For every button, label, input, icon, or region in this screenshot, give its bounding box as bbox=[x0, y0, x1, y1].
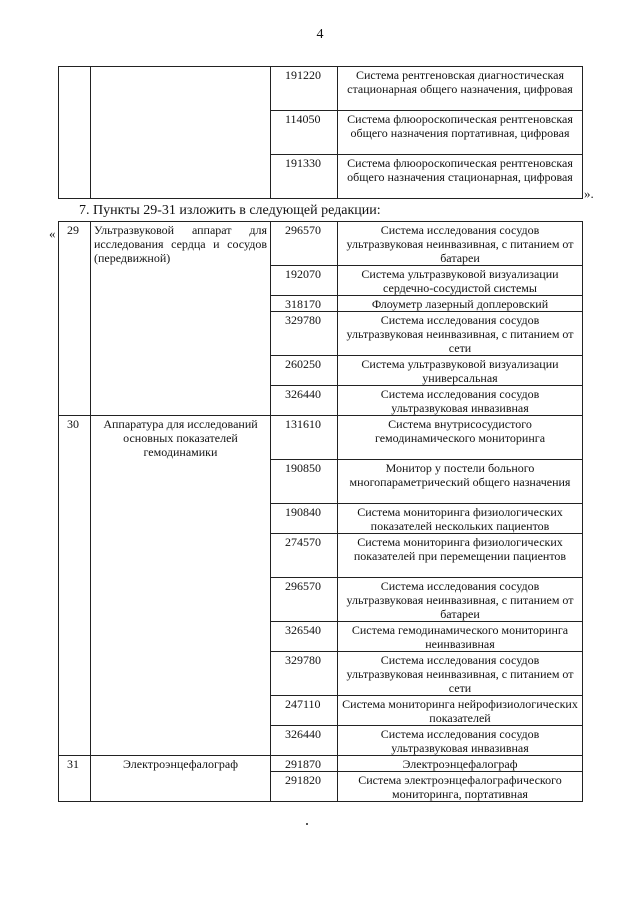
code-cell: 291820 bbox=[271, 772, 338, 802]
table-row bbox=[59, 416, 583, 460]
code-cell: 326540 bbox=[271, 622, 338, 652]
page-number: 4 bbox=[316, 27, 324, 42]
num-cell bbox=[59, 67, 91, 199]
desc-cell: Электроэнцефалограф bbox=[338, 756, 583, 772]
item-number: 29 bbox=[59, 222, 91, 416]
code-cell: 114050 bbox=[271, 111, 338, 155]
name-cell bbox=[91, 67, 271, 199]
desc-cell: Система флюороскопическая рентгеновская общего назначения стационарная, цифровая bbox=[338, 155, 583, 199]
desc-cell: Флоуметр лазерный доплеровский bbox=[338, 296, 583, 312]
code-cell: 329780 bbox=[271, 652, 338, 696]
code-cell: 131610 bbox=[271, 416, 338, 460]
desc-cell: Система исследования сосудов ультразвуковая неинвазивная, с питанием от сети bbox=[338, 652, 583, 696]
item-number: 30 bbox=[59, 416, 91, 756]
desc-cell: Система ультразвуковой визуализации сердечно-сосудистой системы bbox=[338, 266, 583, 296]
code-cell: 318170 bbox=[271, 296, 338, 312]
code-cell: 296570 bbox=[271, 578, 338, 622]
code-cell: 326440 bbox=[271, 386, 338, 416]
equipment-table bbox=[58, 221, 583, 802]
desc-cell: Система исследования сосудов ультразвуковая инвазивная bbox=[338, 726, 583, 756]
code-cell: 190840 bbox=[271, 504, 338, 534]
code-cell: 191220 bbox=[271, 67, 338, 111]
code-cell: 190850 bbox=[271, 460, 338, 504]
desc-cell: Система внутрисосудистого гемодинамического мониторинга bbox=[338, 416, 583, 460]
section-heading: 7. Пункты 29-31 изложить в следующей редакции: bbox=[79, 203, 381, 218]
code-cell: 291870 bbox=[271, 756, 338, 772]
code-cell: 326440 bbox=[271, 726, 338, 756]
equipment-table-continued bbox=[58, 66, 583, 199]
desc-cell: Система исследования сосудов ультразвуковая неинвазивная, с питанием от батареи bbox=[338, 578, 583, 622]
desc-cell: Система рентгеновская диагностическая стационарная общего назначения, цифровая bbox=[338, 67, 583, 111]
desc-cell: Монитор у постели больного многопараметрический общего назначения bbox=[338, 460, 583, 504]
table-row bbox=[59, 756, 583, 772]
code-cell: 260250 bbox=[271, 356, 338, 386]
code-cell: 247110 bbox=[271, 696, 338, 726]
item-name: Аппаратура для исследований основных показателей гемодинамики bbox=[91, 416, 271, 756]
item-name: Электроэнцефалограф bbox=[91, 756, 271, 802]
desc-cell: Система гемодинамического мониторинга неинвазивная bbox=[338, 622, 583, 652]
desc-cell: Система ультразвуковой визуализации универсальная bbox=[338, 356, 583, 386]
code-cell: 329780 bbox=[271, 312, 338, 356]
code-cell: 191330 bbox=[271, 155, 338, 199]
table-row bbox=[59, 222, 583, 266]
desc-cell: Система мониторинга физиологических показателей нескольких пациентов bbox=[338, 504, 583, 534]
opening-quote: « bbox=[49, 226, 56, 241]
closing-quote: ». bbox=[584, 186, 594, 201]
desc-cell: Система флюороскопическая рентгеновская общего назначения портативная, цифровая bbox=[338, 111, 583, 155]
table-row bbox=[59, 67, 583, 111]
item-name: Ультразвуковой аппарат для исследования сердца и сосудов (передвижной) bbox=[91, 222, 271, 416]
code-cell: 296570 bbox=[271, 222, 338, 266]
code-cell: 274570 bbox=[271, 534, 338, 578]
desc-cell: Система исследования сосудов ультразвуковая инвазивная bbox=[338, 386, 583, 416]
desc-cell: Система электроэнцефалографического мониторинга, портативная bbox=[338, 772, 583, 802]
desc-cell: Система мониторинга нейрофизиологических показателей bbox=[338, 696, 583, 726]
code-cell: 192070 bbox=[271, 266, 338, 296]
item-number: 31 bbox=[59, 756, 91, 802]
desc-cell: Система исследования сосудов ультразвуковая неинвазивная, с питанием от батареи bbox=[338, 222, 583, 266]
scan-speck bbox=[306, 823, 308, 825]
desc-cell: Система исследования сосудов ультразвуковая неинвазивная, с питанием от сети bbox=[338, 312, 583, 356]
desc-cell: Система мониторинга физиологических показателей при перемещении пациентов bbox=[338, 534, 583, 578]
